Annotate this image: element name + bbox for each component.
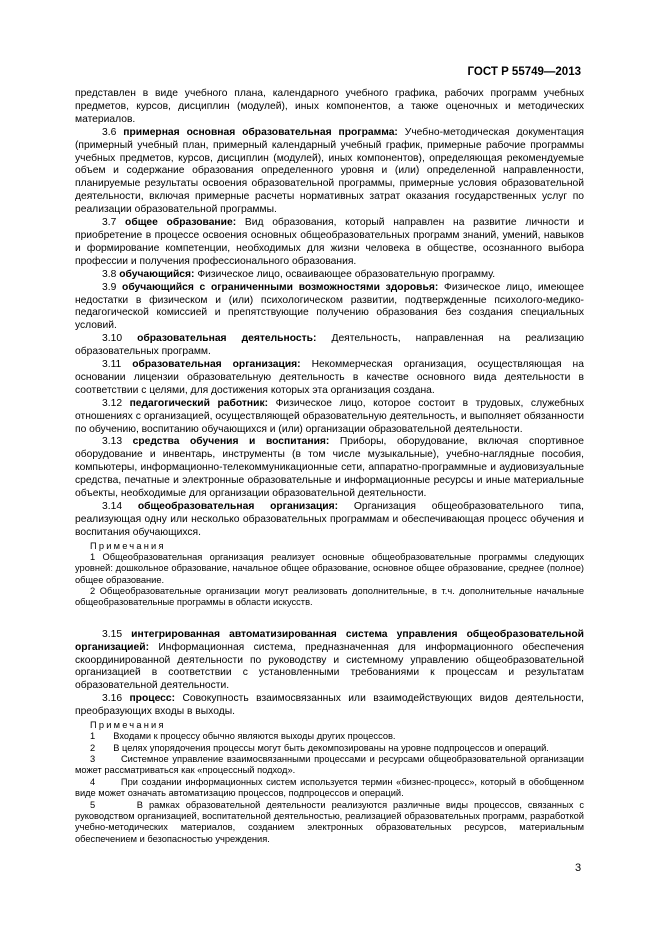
- definition-text: Организация общеобразовательного типа, реализующая одну или несколько образовательных программам и обеспечивающая процесс обучения и воспитания обучающихся.: [75, 501, 584, 538]
- definition-term: общеобразовательная организация:: [137, 501, 339, 512]
- definition-3-10: [75, 333, 584, 359]
- definition-3-16: [75, 693, 584, 719]
- note-item: 1 Общеобразовательная организация реализует основные общеобразовательные программы следующих уровней: дошкольное образование, начальное общее образование, основное общее образование, среднее (полное) общее образование.: [75, 551, 584, 585]
- note-item: 5 В рамках образовательной деятельности реализуются различные виды процессов, связанных с руководством организацией, воспитательной деятельностью, реализацией образовательных программ, разработкой учебно-методических материалов, созданием электронных образовательных ресурсов, материальным обеспечением и безопасностью учреждения.: [75, 799, 587, 844]
- document-body: [75, 88, 587, 845]
- definition-text: Информационная система, предназначенная для информационного обеспечения скоординированной деятельности по руководству и системному управлению общеобразовательной организацией в соответствии с установленными требованиями к процессам и результатам образовательной деятельности.: [75, 641, 584, 692]
- definition-3-12: [75, 398, 584, 437]
- definition-term: процесс:: [129, 693, 176, 705]
- definition-3-14: [75, 501, 584, 540]
- definition-term: примерная основная образовательная программа:: [123, 126, 398, 138]
- definition-term: интегрированная автоматизированная система управления общеобразовательной организацией:: [75, 628, 584, 653]
- intro-paragraph: представлен в виде учебного плана, календарного учебного графика, рабочих программ учебных предметов, курсов, дисциплин (модулей), иных компонентов, а также оценочных и методических материалов.: [75, 88, 584, 125]
- definition-text: Приборы, оборудование, включая спортивное оборудование и инвентарь, инструменты (в том числе музыкальные), учебно-наглядные пособия, компьютеры, информационно-телекоммуникационные сети, аппаратно-программные и аудиовизуальные средства, печатные и электронные образовательные и информационные ресурсы и иные материальные объекты, необходимые для организации образовательной деятельности.: [75, 436, 584, 500]
- definition-text: Вид образования, который направлен на развитие личности и приобретение в процессе освоения основных общеобразовательных программ знаний, умений, навыков и формирование компетенции, необходимых для жизни человека в обществе, осознанного выбора профессии и получения профессионального образования.: [75, 217, 584, 267]
- definition-term: обучающийся:: [119, 268, 195, 280]
- definition-number: 3.13: [102, 436, 123, 448]
- definition-3-11: [75, 359, 584, 398]
- definition-number: 3.9: [102, 281, 117, 293]
- doc-code-header: ГОСТ Р 55749—2013: [467, 66, 581, 78]
- note-item: 2 В целях упорядочения процессы могут быть декомпозированы на уровне подпроцессов и операций.: [90, 742, 549, 753]
- definition-number: 3.7: [102, 217, 117, 229]
- definition-3-6: [75, 127, 584, 217]
- definition-3-13: [75, 436, 584, 501]
- definition-text: Некоммерческая организация, осуществляющая на основании лицензии образовательную деятельность в качестве основного вида деятельности в соответствии с целями, для достижения которых эта организация создана.: [75, 359, 584, 396]
- definition-text: Учебно-методическая документация (примерный учебный план, примерный календарный учебный график, примерные рабочие программы учебных предметов, курсов, дисциплин (модулей), иных компонентов), определяющая рекомендуемые объем и содержание образования определенного уровня и (или) определенной направленности, планируемые результаты освоения образовательной программы, примерные условия образовательной деятельности, включая примерные расчеты нормативных затрат оказания государственных услуг по реализации образовательной программы.: [75, 126, 584, 216]
- definition-text: Физическое лицо, которое состоит в трудовых, служебных отношениях с организацией, осуществляющей образовательную деятельность, и выполняет обязанности по обучению, воспитанию обучающихся и (или) организации образовательной деятельности.: [75, 397, 584, 435]
- definition-term: образовательная организация:: [132, 359, 301, 371]
- notes-title: Примечания: [90, 540, 166, 551]
- definition-number: 3.12: [102, 397, 123, 409]
- definition-3-7: [75, 217, 584, 269]
- definition-number: 3.11: [102, 359, 122, 371]
- definition-3-8: [75, 269, 584, 282]
- note-item: 2 Общеобразовательные организации могут реализовать дополнительные, в т.ч. дополнительные начальные общеобразовательные программы в области искусств.: [75, 585, 584, 608]
- page-number: 3: [575, 862, 582, 874]
- definition-term: образовательная деятельность:: [137, 333, 317, 345]
- definition-term: средства обучения и воспитания:: [132, 436, 330, 448]
- definition-text: Совокупность взаимосвязанных или взаимодействующих видов деятельности, преобразующих входы в выходы.: [75, 693, 584, 718]
- definition-term: общее образование:: [125, 217, 237, 229]
- definition-number: 3.15: [102, 628, 123, 640]
- note-item: 4 При создании информационных систем используется термин «бизнес-процесс», который в обобщенном виде может означать автоматизацию процессов, подпроцессов и операций.: [75, 776, 587, 799]
- notes-title: Примечания: [90, 720, 166, 731]
- definition-3-9: [75, 282, 584, 334]
- note-item: 1 Входами к процессу обычно являются выходы других процессов.: [90, 731, 396, 742]
- definition-term: педагогический работник:: [129, 397, 269, 409]
- definition-text: Деятельность, направленная на реализацию образовательных программ.: [75, 333, 584, 358]
- definition-number: 3.14: [102, 501, 123, 512]
- definition-3-15: [75, 629, 584, 694]
- definition-number: 3.10: [102, 333, 123, 345]
- note-item: 3 Системное управление взаимосвязанными процессами и ресурсами общеобразовательной организации может рассматриваться как «процессный подход».: [75, 753, 587, 776]
- definition-text: Физическое лицо, осваивающее образовательную программу.: [197, 268, 496, 280]
- definition-number: 3.6: [102, 126, 117, 138]
- definition-text: Физическое лицо, имеющее недостатки в физическом и (или) психологическом развитии, подтвержденные психолого-медико-педагогической комиссией и препятствующие получению образования без создания специальных условий.: [75, 281, 584, 332]
- definition-number: 3.16: [102, 693, 123, 705]
- definition-number: 3.8: [102, 268, 117, 280]
- definition-term: обучающийся с ограниченными возможностями здоровья:: [122, 281, 439, 293]
